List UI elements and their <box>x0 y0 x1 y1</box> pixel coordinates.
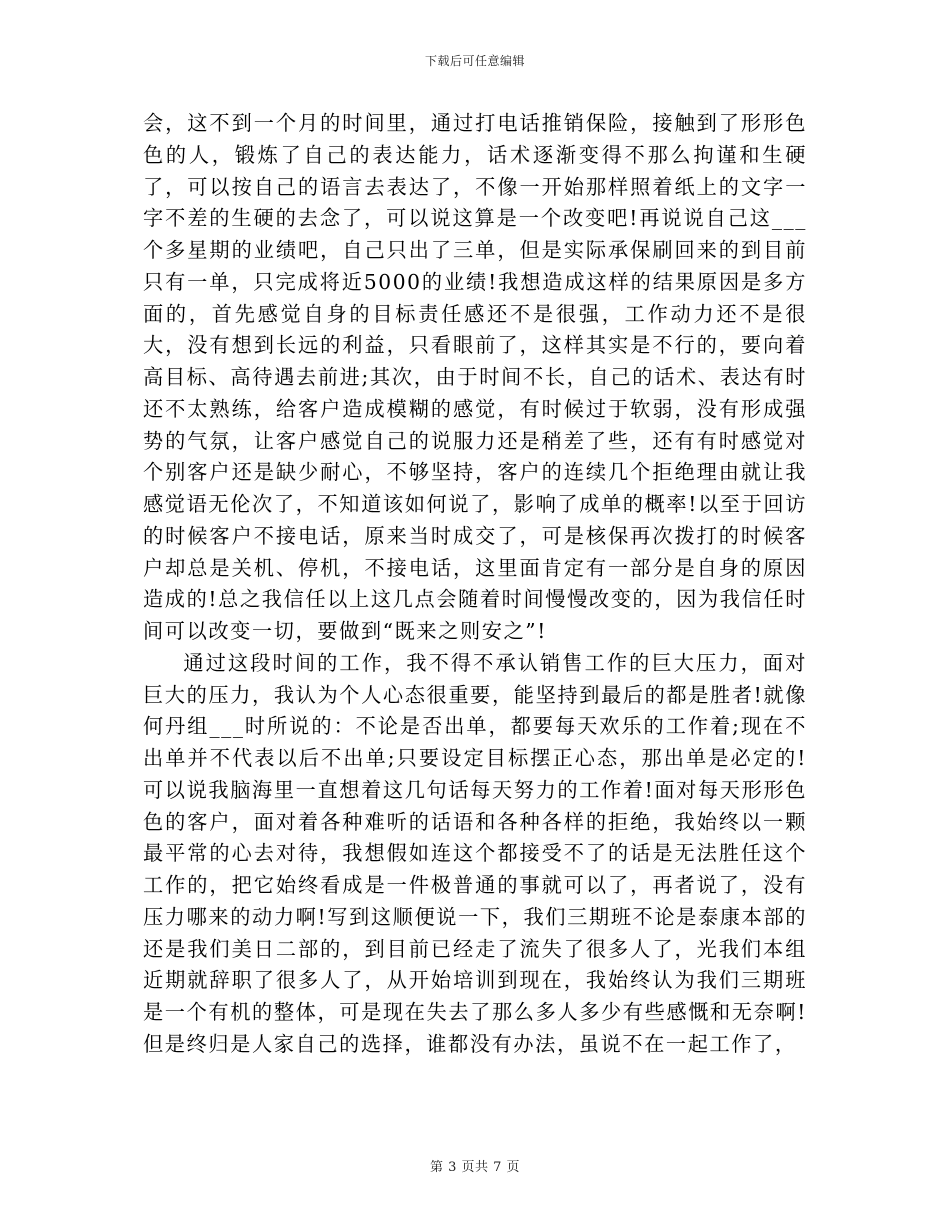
page-header: 下载后可任意编辑 <box>424 54 525 68</box>
paragraph-1: 会，这不到一个月的时间里，通过打电话推销保险，接触到了形形色色的人，锻炼了自己的表达能力，话术逐渐变得不那么拘谨和生硬了，可以按自己的语言去表达了，不像一开始那样照着纸上的文字一字不差的生硬的去念了，可以说这算是一个改变吧!再说说自己这___个多星期的业绩吧，自己只出了三单，但是实际承保刷回来的到目前只有一单，只完成将近5000的业绩!我想造成这样的结果原因是多方面的，首先感觉自身的目标责任感还不是很强，工作动力还不是很大，没有想到长远的利益，只看眼前了，这样其实是不行的，要向着高目标、高待遇去前进;其次，由于时间不长，自己的话术、表达有时还不太熟练，给客户造成模糊的感觉，有时候过于软弱，没有形成强势的气氛，让客户感觉自己的说服力还是稍差了些，还有有时感觉对个别客户还是缺少耐心，不够坚持，客户的连续几个拒绝理由就让我感觉语无伦次了，不知道该如何说了，影响了成单的概率!以至于回访的时候客户不接电话，原来当时成交了，可是核保再次拨打的时候客户却总是关机、停机，不接电话，这里面肯定有一部分是自身的原因造成的!总之我信任以上这几点会随着时间慢慢改变的，因为我信任时间可以改变一切，要做到“既来之则安之”! <box>143 111 807 643</box>
paragraph-2: 通过这段时间的工作，我不得不承认销售工作的巨大压力，面对巨大的压力，我认为个人心态很重要，能坚持到最后的都是胜者!就像何丹组___时所说的：不论是否出单，都要每天欢乐的工作着;现在不出单并不代表以后不出单;只要设定目标摆正心态，那出单是必定的!可以说我脑海里一直想着这几句话每天努力的工作着!面对每天形形色色的客户，面对着各种难听的话语和各种各样的拒绝，我始终以一颗最平常的心去对待，我想假如连这个都接受不了的话是无法胜任这个工作的，把它始终看成是一件极普通的事就可以了，再者说了，没有压力哪来的动力啊!写到这顺便说一下，我们三期班不论是泰康本部的还是我们美日二部的，到目前已经走了流失了很多人了，光我们本组近期就辞职了很多人了，从开始培训到现在，我始终认为我们三期班是一个有机的整体，可是现在失去了那么多人多少有些感慨和无奈啊!但是终归是人家自己的选择，谁都没有办法，虽说不在一起工作了， <box>143 650 807 1056</box>
page-footer: 第 3 页共 7 页 <box>429 1160 521 1175</box>
document-body <box>143 108 807 1061</box>
